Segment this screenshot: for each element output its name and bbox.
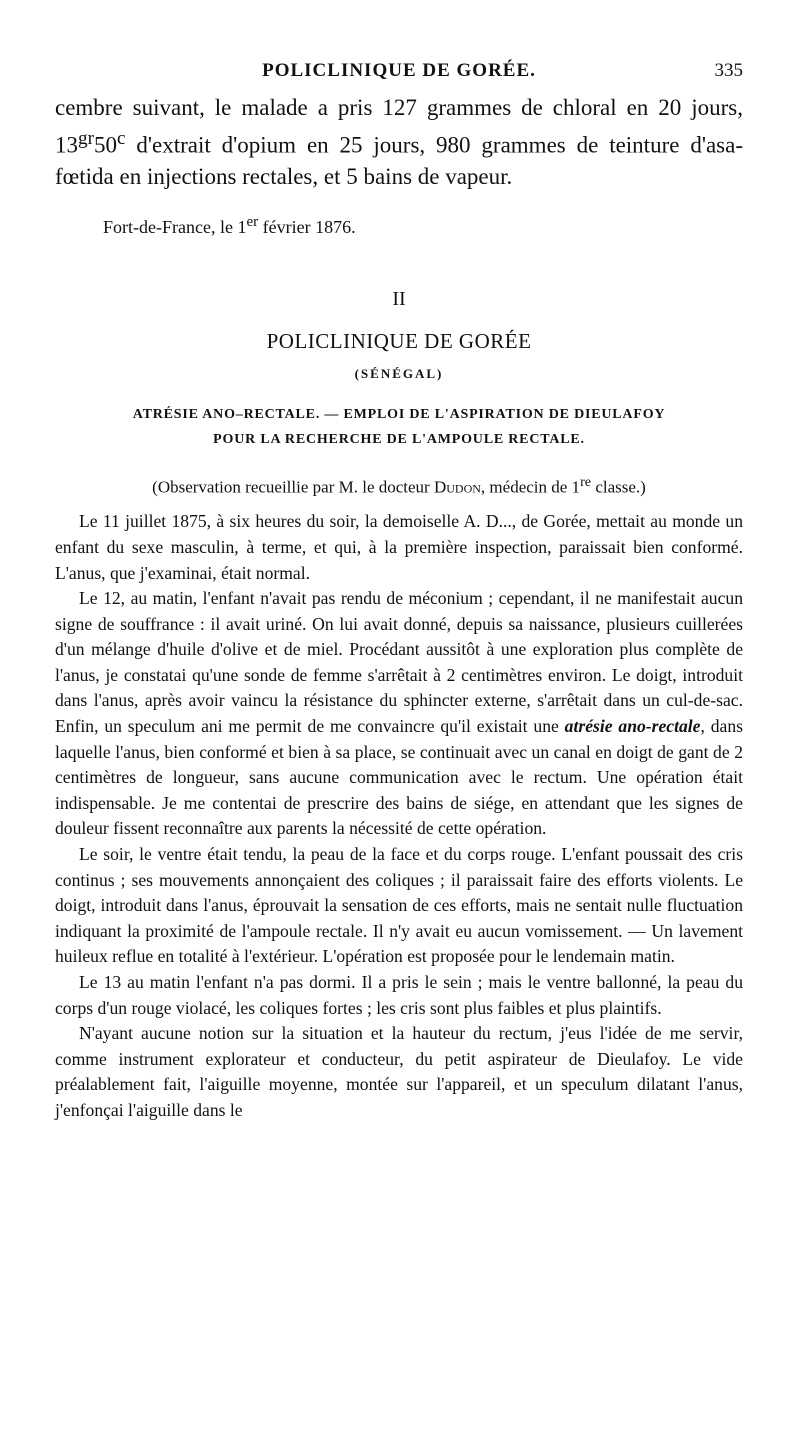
lead-text-1: cembre suivant, le malade a pris 127 grammes de chloral en 20 jours, 13 bbox=[55, 95, 743, 158]
place-date-sup: er bbox=[246, 213, 259, 230]
section-number: II bbox=[392, 287, 406, 310]
paragraph-2-emphasis: atrésie ano-rectale bbox=[564, 716, 701, 737]
lead-sup-gr: gr bbox=[78, 128, 94, 149]
paragraph-3: Le soir, le ventre était tendu, la peau de la face et du corps rouge. L'enfant poussait des cris continus ; ses mouvements annonçaient des coliques ; il paraissait faire des efforts violents. Le doigt, introduit dans l'anus, éprouvait la sensation de ces efforts, mais ne sentait nulle fluctuation indiquant la proximité de l'ampoule rectale. Il n'y avait eu aucun vomissement. — Un lavement huileux reflue en totalité à l'extérieur. L'opération est proposée pour le lendemain matin. bbox=[55, 844, 743, 967]
section-subtitle: (SÉNÉGAL) bbox=[354, 365, 444, 381]
paragraph-5: N'ayant aucune notion sur la situation et la hauteur du rectum, j'eus l'idée de me servir, comme instrument explorateur et conducteur, du petit aspirateur de Dieulafoy. Le vide préalablement fait, l'aiguille moyenne, montée sur l'appareil, et un speculum dilatant l'anus, j'enfonçai l'aiguille dans le bbox=[55, 1023, 743, 1120]
section-title: POLICLINIQUE DE GORÉE bbox=[266, 328, 532, 353]
section-heading-line-1: ATRÉSIE ANO–RECTALE. — EMPLOI DE L'ASPIRATION DE DIEULAFOY bbox=[132, 406, 666, 422]
paragraph-2-text-end: , dans laquelle l'anus, bien conformé et bien à sa place, se continuait avec un canal en doigt de gant de 2 centimètres de longueur, sans aucune communication avec le rectum. Une opération était indispensable. Je me contentai de prescrire des bains de siége, en attendant que les signes de douleur fissent reconnaître aux parents la nécessité de cette opération. bbox=[55, 716, 743, 839]
page-number: 335 bbox=[714, 60, 743, 81]
paragraph-2 bbox=[55, 586, 743, 842]
paragraph-2-text: Le 12, au matin, l'enfant n'avait pas rendu de méconium ; cependant, il ne manifestait aucun signe de souffrance : il avait uriné. On lui avait donné, depuis sa naissance, plusieurs cuillerées d'un mélange d'huile d'olive et de miel. Procédant aussitôt à une exploration plus complète de l'anus, je constatai qu'une sonde de femme s'arrêtait à 2 centimètres environ. Le doigt, introduit dans l'anus, après avoir vaincu la résistance du sphincter externe, s'arrêtait dans un cul-de-sac. Enfin, un speculum ani me permit de me convaincre qu'il existait une bbox=[55, 588, 743, 737]
observation-sup: re bbox=[580, 473, 592, 490]
running-head bbox=[55, 60, 743, 90]
lead-paragraph bbox=[55, 92, 743, 192]
paragraph-4: Le 13 au matin l'enfant n'a pas dormi. Il a pris le sein ; mais le ventre ballonné, la peau du corps d'un rouge violacé, les coliques fortes ; les cris sont plus faibles et plus plaintifs. bbox=[55, 972, 743, 1018]
page bbox=[55, 60, 743, 1124]
place-date-text-1: Fort-de-France, le 1 bbox=[103, 216, 247, 237]
observation-credit bbox=[55, 474, 743, 498]
section-heading bbox=[55, 402, 743, 452]
observation-text-1: (Observation recueillie par M. le docteur bbox=[152, 477, 434, 497]
running-head-title: POLICLINIQUE DE GORÉE. bbox=[262, 60, 536, 81]
lead-text-3: d'extrait d'opium en 25 jours, 980 grammes de teinture d'asa-fœtida en injections rectales, et 5 bains de vapeur. bbox=[55, 132, 743, 189]
observation-text-3: classe.) bbox=[591, 477, 646, 497]
place-date bbox=[103, 214, 743, 238]
observation-text-2: , médecin de 1 bbox=[480, 477, 581, 497]
lead-text-2: 50 bbox=[93, 132, 117, 158]
observation-author: Dudon bbox=[433, 477, 481, 497]
paragraph-1: Le 11 juillet 1875, à six heures du soir, la demoiselle A. D..., de Gorée, mettait au monde un enfant du sexe masculin, à terme, et qui, à la première inspection, paraissait bien conformé. L'anus, que j'examinai, était normal. bbox=[55, 511, 743, 583]
section-heading-line-2: POUR LA RECHERCHE DE L'AMPOULE RECTALE. bbox=[213, 431, 585, 447]
lead-sup-c: c bbox=[116, 128, 126, 149]
place-date-text-2: février 1876. bbox=[258, 216, 356, 237]
body-text bbox=[55, 509, 743, 1123]
